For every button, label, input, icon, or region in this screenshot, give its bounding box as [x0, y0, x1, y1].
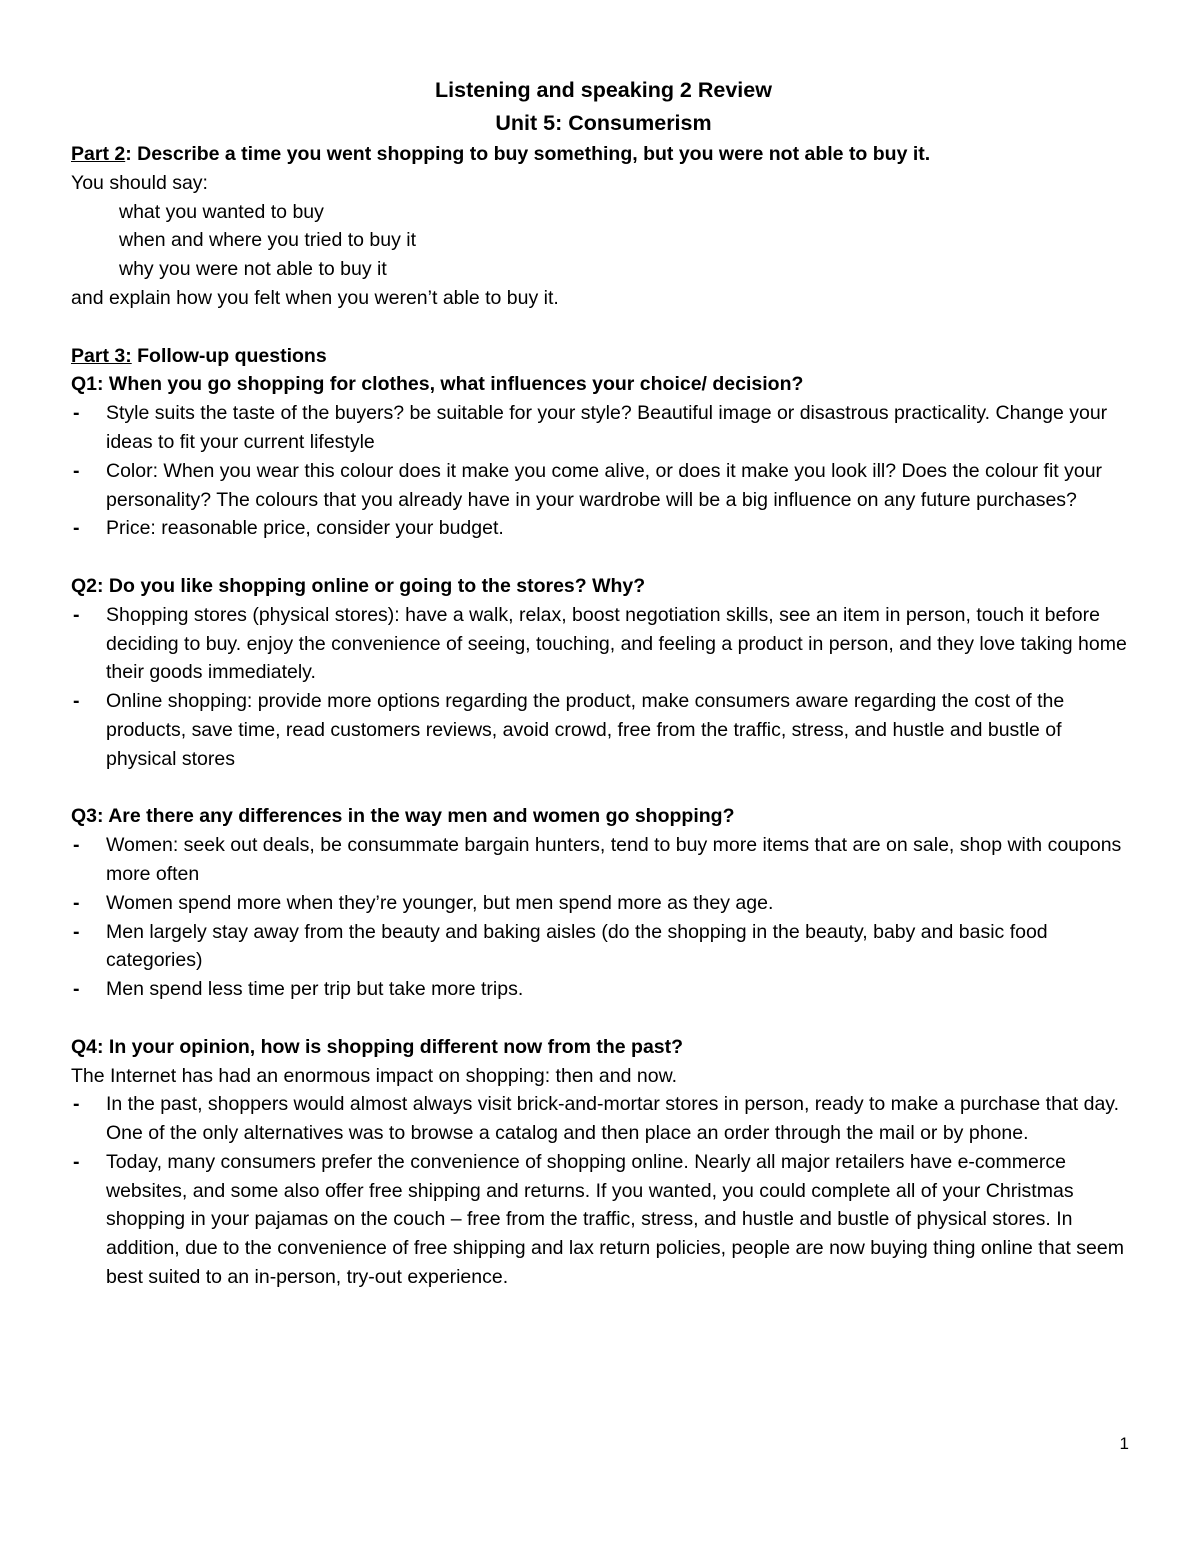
document-subtitle: Unit 5: Consumerism	[495, 111, 712, 135]
part3-heading	[71, 342, 1136, 371]
q3-question: Q3: Are there any differences in the way men and women go shopping?	[71, 805, 735, 828]
list-item: - Today, many consumers prefer the convenience of shopping online. Nearly all major retailers have e-commerce websites, and some also offer free shipping and returns. If you wanted, you could complete all of your Christmas shopping in your pajamas on the couch – free from the traffic, stress, and hustle and bustle of physical stores. In addition, due to the convenience of free shipping and lax return policies, people are now buying thing online that seem best suited to an in-person, try-out experience.	[71, 1148, 1136, 1292]
q3-answer-list	[71, 831, 1136, 1004]
part2-point: why you were not able to buy it	[119, 258, 387, 281]
part2-heading	[71, 140, 1136, 169]
q4-answer-list	[71, 1090, 1136, 1292]
q1-question: Q1: When you go shopping for clothes, what influences your choice/ decision?	[71, 373, 804, 396]
list-item: - Women: seek out deals, be consummate bargain hunters, tend to buy more items that are on sale, shop with coupons more often	[71, 831, 1136, 889]
list-item: - Color: When you wear this colour does it make you come alive, or does it make you look ill? Does the colour fit your personality? The colours that you already have in your wardrobe will be a big influence on any future purchases?	[71, 457, 1136, 515]
part2-label: Part 2	[71, 143, 126, 165]
spacer	[71, 543, 1136, 572]
q2-answer-list	[71, 601, 1136, 774]
list-item: - Men spend less time per trip but take more trips.	[71, 975, 1136, 1004]
spacer	[71, 313, 1136, 342]
list-item: - Men largely stay away from the beauty and baking aisles (do the shopping in the beauty, baby and basic food categories)	[71, 918, 1136, 976]
q1-answer-list	[71, 399, 1136, 543]
spacer	[71, 1004, 1136, 1033]
list-item: - Women spend more when they’re younger, but men spend more as they age.	[71, 889, 1136, 918]
part2-point: when and where you tried to buy it	[119, 229, 417, 252]
part3-title: Follow-up questions	[131, 344, 327, 367]
spacer	[71, 774, 1136, 803]
document-title: Listening and speaking 2 Review	[435, 78, 772, 102]
document-page	[71, 74, 1136, 1292]
part2-point: what you wanted to buy	[119, 200, 324, 223]
list-item: - Online shopping: provide more options regarding the product, make consumers aware regarding the cost of the products, save time, read customers reviews, avoid crowd, free from the traffic, stress, and hustle and bustle of physical stores	[71, 687, 1136, 773]
part2-closing: and explain how you felt when you weren’t able to buy it.	[71, 286, 559, 309]
part3-label: Part 3:	[71, 344, 132, 367]
q4-intro: The Internet has had an enormous impact on shopping: then and now.	[71, 1064, 677, 1087]
q4-question: Q4: In your opinion, how is shopping different now from the past?	[71, 1035, 684, 1058]
page-number: 1	[1119, 1434, 1129, 1453]
part2-prompt: : Describe a time you went shopping to buy something, but you were not able to buy it.	[125, 143, 931, 165]
list-item: - In the past, shoppers would almost always visit brick-and-mortar stores in person, ready to make a purchase that day. One of the only alternatives was to browse a catalog and then place an order through the mail or by phone.	[71, 1090, 1136, 1148]
list-item: - Shopping stores (physical stores): have a walk, relax, boost negotiation skills, see an item in person, touch it before deciding to buy. enjoy the convenience of seeing, touching, and feeling a product in person, and they love taking home their goods immediately.	[71, 601, 1136, 687]
q2-question: Q2: Do you like shopping online or going to the stores? Why?	[71, 574, 646, 597]
list-item: - Price: reasonable price, consider your budget.	[71, 514, 1136, 543]
part2-intro: You should say:	[71, 171, 208, 194]
list-item: - Style suits the taste of the buyers? be suitable for your style? Beautiful image or disastrous practicality. Change your ideas to fit your current lifestyle	[71, 399, 1136, 457]
